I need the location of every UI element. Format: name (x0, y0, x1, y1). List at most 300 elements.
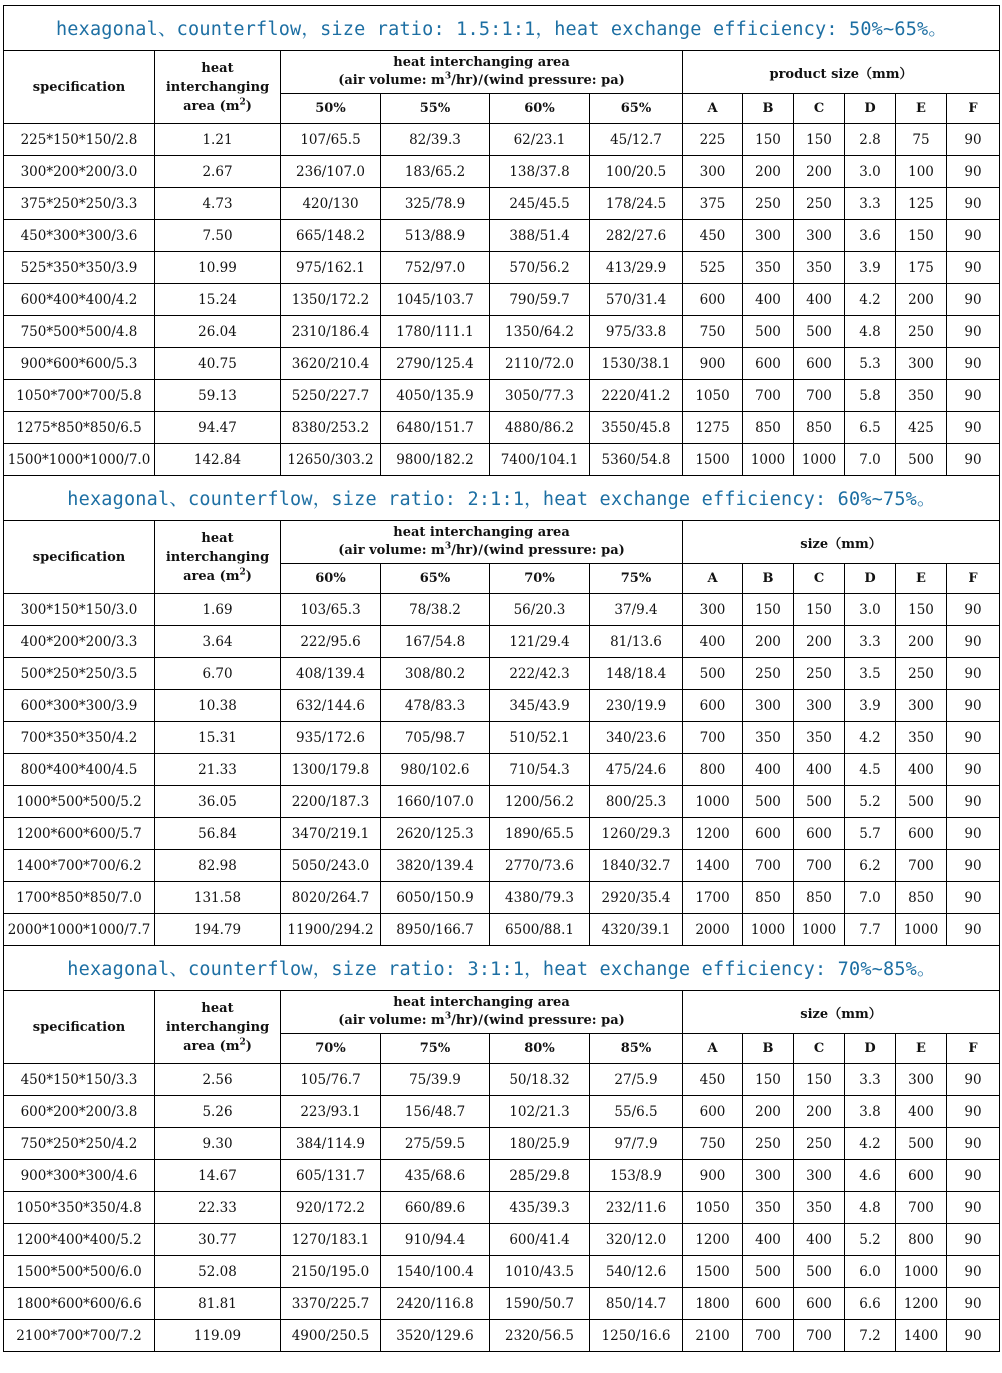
dimension-cell: 1200 (683, 818, 743, 850)
group-header-line2a: (air volume: m (338, 1013, 445, 1028)
heat-area-group-header (281, 51, 683, 94)
dimension-cell: 7.2 (845, 1320, 896, 1352)
dimension-cell: 450 (683, 1064, 743, 1096)
dimension-cell: 800 (683, 754, 743, 786)
airflow-cell: 232/11.6 (590, 1192, 683, 1224)
dimension-cell: 150 (794, 1064, 845, 1096)
efficiency-header: 65% (590, 94, 683, 124)
dimension-cell: 700 (896, 1192, 947, 1224)
dimension-cell: 500 (794, 316, 845, 348)
airflow-cell: 4050/135.9 (381, 380, 490, 412)
dimension-cell: 175 (896, 252, 947, 284)
dimension-cell: 90 (947, 914, 1000, 946)
dimension-cell: 3.6 (845, 220, 896, 252)
dimension-cell: 6.0 (845, 1256, 896, 1288)
dimension-cell: 300 (896, 348, 947, 380)
dimension-cell: 700 (743, 850, 794, 882)
airflow-cell: 3370/225.7 (281, 1288, 381, 1320)
dimension-cell: 1500 (683, 444, 743, 476)
area-cell: 194.79 (155, 914, 281, 946)
area-cell: 56.84 (155, 818, 281, 850)
dimension-cell: 90 (947, 722, 1000, 754)
airflow-cell: 345/43.9 (490, 690, 590, 722)
airflow-cell: 600/41.4 (490, 1224, 590, 1256)
table-row (4, 412, 1000, 444)
table-row (4, 1288, 1000, 1320)
dimension-cell: 600 (743, 818, 794, 850)
efficiency-header: 75% (381, 1034, 490, 1064)
area-cell: 82.98 (155, 850, 281, 882)
dimension-cell: 250 (743, 1128, 794, 1160)
airflow-cell: 800/25.3 (590, 786, 683, 818)
table-row (4, 284, 1000, 316)
airflow-cell: 153/8.9 (590, 1160, 683, 1192)
dimension-cell: 90 (947, 1064, 1000, 1096)
dimension-cell: 90 (947, 1256, 1000, 1288)
area-header-line2: interchanging (165, 79, 270, 95)
spec-cell: 375*250*250/3.3 (4, 188, 155, 220)
area-header-line1: heat (201, 1000, 234, 1016)
airflow-cell: 2320/56.5 (490, 1320, 590, 1352)
dimension-cell: 500 (794, 786, 845, 818)
dimension-cell: 200 (794, 1096, 845, 1128)
airflow-cell: 97/7.9 (590, 1128, 683, 1160)
airflow-cell: 605/131.7 (281, 1160, 381, 1192)
area-header-exponent: 2 (239, 567, 246, 578)
airflow-cell: 37/9.4 (590, 594, 683, 626)
spec-cell: 1200*600*600/5.7 (4, 818, 155, 850)
dimension-cell: 225 (683, 124, 743, 156)
airflow-cell: 282/27.6 (590, 220, 683, 252)
airflow-cell: 230/19.9 (590, 690, 683, 722)
airflow-cell: 81/13.6 (590, 626, 683, 658)
section-title: hexagonal、counterflow，size ratio: 2:1:1，heat exchange efficiency: 60%~75%。 (4, 476, 1000, 521)
area-cell: 40.75 (155, 348, 281, 380)
spec-cell: 600*300*300/3.9 (4, 690, 155, 722)
dimension-cell: 3.3 (845, 1064, 896, 1096)
group-header-line1: heat interchanging area (393, 995, 570, 1010)
table-row (4, 444, 1000, 476)
dimension-cell: 350 (794, 722, 845, 754)
spec-cell: 1050*700*700/5.8 (4, 380, 155, 412)
airflow-cell: 62/23.1 (490, 124, 590, 156)
table-row (4, 252, 1000, 284)
spec-cell: 450*150*150/3.3 (4, 1064, 155, 1096)
dimension-cell: 250 (743, 188, 794, 220)
airflow-cell: 920/172.2 (281, 1192, 381, 1224)
dimension-cell: 250 (794, 1128, 845, 1160)
airflow-cell: 850/14.7 (590, 1288, 683, 1320)
airflow-cell: 1590/50.7 (490, 1288, 590, 1320)
airflow-cell: 3620/210.4 (281, 348, 381, 380)
dimension-cell: 3.3 (845, 626, 896, 658)
spec-cell: 900*600*600/5.3 (4, 348, 155, 380)
area-header-line2: interchanging (165, 1019, 270, 1035)
efficiency-header: 85% (590, 1034, 683, 1064)
dimension-cell: 90 (947, 1320, 1000, 1352)
airflow-cell: 665/148.2 (281, 220, 381, 252)
spec-cell: 400*200*200/3.3 (4, 626, 155, 658)
dimension-cell: 400 (896, 754, 947, 786)
table-row (4, 626, 1000, 658)
dimension-cell: 90 (947, 284, 1000, 316)
dimension-cell: 200 (794, 626, 845, 658)
airflow-cell: 935/172.6 (281, 722, 381, 754)
dimension-cell: 700 (896, 850, 947, 882)
dimension-cell: 750 (683, 316, 743, 348)
dimension-cell: 90 (947, 786, 1000, 818)
dimension-cell: 1000 (743, 444, 794, 476)
table-row (4, 1128, 1000, 1160)
dimension-cell: 300 (794, 690, 845, 722)
group-header-exponent: 3 (444, 541, 452, 552)
dimension-cell: 4.2 (845, 284, 896, 316)
spec-cell: 750*250*250/4.2 (4, 1128, 155, 1160)
efficiency-header: 70% (281, 1034, 381, 1064)
spec-cell: 2100*700*700/7.2 (4, 1320, 155, 1352)
dimension-cell: 4.8 (845, 1192, 896, 1224)
table-row (4, 722, 1000, 754)
table-row (4, 690, 1000, 722)
dimension-cell: 350 (743, 1192, 794, 1224)
dimension-cell: 700 (794, 380, 845, 412)
airflow-cell: 975/162.1 (281, 252, 381, 284)
dimension-cell: 1000 (743, 914, 794, 946)
dimension-cell: 3.8 (845, 1096, 896, 1128)
airflow-cell: 1350/64.2 (490, 316, 590, 348)
dimension-cell: 350 (743, 252, 794, 284)
specification-header: specification (4, 991, 155, 1064)
spec-cell: 300*200*200/3.0 (4, 156, 155, 188)
dimension-cell: 600 (896, 818, 947, 850)
dimension-cell: 6.6 (845, 1288, 896, 1320)
airflow-cell: 7400/104.1 (490, 444, 590, 476)
dimension-cell: 200 (743, 156, 794, 188)
dimension-cell: 1200 (896, 1288, 947, 1320)
airflow-cell: 245/45.5 (490, 188, 590, 220)
dimension-cell: 250 (794, 188, 845, 220)
spec-cell: 1400*700*700/6.2 (4, 850, 155, 882)
dimension-cell: 150 (794, 124, 845, 156)
group-header-line2b: /hr)/(wind pressure: pa) (451, 73, 625, 88)
dimension-cell: 500 (683, 658, 743, 690)
airflow-cell: 2920/35.4 (590, 882, 683, 914)
dimension-cell: 1800 (683, 1288, 743, 1320)
section-title-row (4, 6, 1000, 51)
dimension-cell: 150 (896, 220, 947, 252)
dimension-cell: 700 (794, 850, 845, 882)
dimension-cell: 450 (683, 220, 743, 252)
spec-cell: 700*350*350/4.2 (4, 722, 155, 754)
dimension-header: E (896, 1034, 947, 1064)
spec-cell: 300*150*150/3.0 (4, 594, 155, 626)
airflow-cell: 100/20.5 (590, 156, 683, 188)
airflow-cell: 9800/182.2 (381, 444, 490, 476)
spec-cell: 225*150*150/2.8 (4, 124, 155, 156)
dimension-cell: 250 (896, 658, 947, 690)
dimension-cell: 100 (896, 156, 947, 188)
airflow-cell: 167/54.8 (381, 626, 490, 658)
dimension-cell: 150 (743, 124, 794, 156)
specification-header: specification (4, 521, 155, 594)
dimension-cell: 7.7 (845, 914, 896, 946)
area-cell: 1.69 (155, 594, 281, 626)
dimension-cell: 700 (683, 722, 743, 754)
airflow-cell: 156/48.7 (381, 1096, 490, 1128)
dimension-cell: 500 (743, 1256, 794, 1288)
airflow-cell: 4900/250.5 (281, 1320, 381, 1352)
area-cell: 1.21 (155, 124, 281, 156)
section-title: hexagonal、counterflow，size ratio: 1.5:1:1，heat exchange efficiency: 50%~65%。 (4, 6, 1000, 51)
spec-cell: 1000*500*500/5.2 (4, 786, 155, 818)
area-header-line1: heat (201, 530, 234, 546)
table-row (4, 1064, 1000, 1096)
airflow-cell: 1840/32.7 (590, 850, 683, 882)
efficiency-header: 55% (381, 94, 490, 124)
spec-cell: 1800*600*600/6.6 (4, 1288, 155, 1320)
dimension-cell: 350 (794, 1192, 845, 1224)
dimension-cell: 350 (743, 722, 794, 754)
dimension-cell: 200 (743, 626, 794, 658)
spec-cell: 600*200*200/3.8 (4, 1096, 155, 1128)
spec-cell: 1275*850*850/6.5 (4, 412, 155, 444)
airflow-cell: 1045/103.7 (381, 284, 490, 316)
dimension-cell: 4.2 (845, 722, 896, 754)
area-header (155, 521, 281, 594)
area-header-close: ) (245, 568, 252, 584)
dimension-cell: 6.2 (845, 850, 896, 882)
area-cell: 15.24 (155, 284, 281, 316)
airflow-cell: 148/18.4 (590, 658, 683, 690)
dimension-cell: 500 (794, 1256, 845, 1288)
dimension-cell: 90 (947, 220, 1000, 252)
airflow-cell: 45/12.7 (590, 124, 683, 156)
airflow-cell: 8380/253.2 (281, 412, 381, 444)
airflow-cell: 408/139.4 (281, 658, 381, 690)
area-cell: 30.77 (155, 1224, 281, 1256)
dimension-cell: 150 (896, 594, 947, 626)
dimension-cell: 90 (947, 380, 1000, 412)
dimension-cell: 400 (743, 1224, 794, 1256)
dimension-cell: 90 (947, 156, 1000, 188)
dimension-cell: 90 (947, 1288, 1000, 1320)
airflow-cell: 107/65.5 (281, 124, 381, 156)
dimension-cell: 300 (743, 1160, 794, 1192)
dimension-cell: 90 (947, 444, 1000, 476)
table-row (4, 348, 1000, 380)
efficiency-header: 75% (590, 564, 683, 594)
airflow-cell: 55/6.5 (590, 1096, 683, 1128)
spec-cell: 1200*400*400/5.2 (4, 1224, 155, 1256)
airflow-cell: 660/89.6 (381, 1192, 490, 1224)
efficiency-header: 60% (490, 94, 590, 124)
airflow-cell: 103/65.3 (281, 594, 381, 626)
airflow-cell: 710/54.3 (490, 754, 590, 786)
specification-header: specification (4, 51, 155, 124)
airflow-cell: 6500/88.1 (490, 914, 590, 946)
dimension-header: A (683, 564, 743, 594)
area-cell: 21.33 (155, 754, 281, 786)
dimension-cell: 3.5 (845, 658, 896, 690)
airflow-cell: 2790/125.4 (381, 348, 490, 380)
dimension-cell: 500 (743, 316, 794, 348)
airflow-cell: 275/59.5 (381, 1128, 490, 1160)
airflow-cell: 183/65.2 (381, 156, 490, 188)
airflow-cell: 78/38.2 (381, 594, 490, 626)
dimension-cell: 90 (947, 348, 1000, 380)
size-group-header: size（mm） (683, 991, 1000, 1034)
airflow-cell: 121/29.4 (490, 626, 590, 658)
dimension-cell: 1000 (683, 786, 743, 818)
dimension-cell: 1200 (683, 1224, 743, 1256)
airflow-cell: 1200/56.2 (490, 786, 590, 818)
area-cell: 59.13 (155, 380, 281, 412)
spec-cell: 750*500*500/4.8 (4, 316, 155, 348)
header-row (4, 51, 1000, 94)
dimension-cell: 250 (794, 658, 845, 690)
area-cell: 3.64 (155, 626, 281, 658)
airflow-cell: 8950/166.7 (381, 914, 490, 946)
airflow-cell: 3820/139.4 (381, 850, 490, 882)
dimension-cell: 850 (896, 882, 947, 914)
table-row (4, 1160, 1000, 1192)
dimension-cell: 500 (896, 786, 947, 818)
area-cell: 10.38 (155, 690, 281, 722)
dimension-cell: 750 (683, 1128, 743, 1160)
airflow-cell: 8020/264.7 (281, 882, 381, 914)
dimension-header: B (743, 94, 794, 124)
heat-area-group-header (281, 991, 683, 1034)
area-header-line3: area (m (183, 568, 240, 584)
table-row (4, 156, 1000, 188)
airflow-cell: 4880/86.2 (490, 412, 590, 444)
dimension-cell: 400 (896, 1096, 947, 1128)
size-group-header: product size（mm） (683, 51, 1000, 94)
dimension-cell: 600 (896, 1160, 947, 1192)
airflow-cell: 752/97.0 (381, 252, 490, 284)
dimension-cell: 3.0 (845, 156, 896, 188)
spec-cell: 600*400*400/4.2 (4, 284, 155, 316)
airflow-cell: 3520/129.6 (381, 1320, 490, 1352)
dimension-cell: 500 (896, 444, 947, 476)
spec-cell: 450*300*300/3.6 (4, 220, 155, 252)
airflow-cell: 2770/73.6 (490, 850, 590, 882)
airflow-cell: 1780/111.1 (381, 316, 490, 348)
airflow-cell: 790/59.7 (490, 284, 590, 316)
dimension-cell: 900 (683, 348, 743, 380)
dimension-cell: 2000 (683, 914, 743, 946)
airflow-cell: 2310/186.4 (281, 316, 381, 348)
dimension-cell: 6.5 (845, 412, 896, 444)
airflow-cell: 320/12.0 (590, 1224, 683, 1256)
airflow-cell: 138/37.8 (490, 156, 590, 188)
airflow-cell: 475/24.6 (590, 754, 683, 786)
dimension-cell: 300 (896, 1064, 947, 1096)
airflow-cell: 27/5.9 (590, 1064, 683, 1096)
spec-cell: 1500*1000*1000/7.0 (4, 444, 155, 476)
dimension-cell: 90 (947, 818, 1000, 850)
dimension-cell: 600 (743, 348, 794, 380)
dimension-cell: 300 (743, 690, 794, 722)
dimension-cell: 4.2 (845, 1128, 896, 1160)
dimension-cell: 150 (743, 1064, 794, 1096)
table-row (4, 316, 1000, 348)
dimension-cell: 90 (947, 658, 1000, 690)
dimension-cell: 1000 (896, 914, 947, 946)
airflow-cell: 56/20.3 (490, 594, 590, 626)
dimension-cell: 400 (794, 284, 845, 316)
table-row (4, 882, 1000, 914)
airflow-cell: 980/102.6 (381, 754, 490, 786)
airflow-cell: 222/42.3 (490, 658, 590, 690)
dimension-cell: 900 (683, 1160, 743, 1192)
dimension-header: F (947, 1034, 1000, 1064)
spec-cell: 1500*500*500/6.0 (4, 1256, 155, 1288)
airflow-cell: 236/107.0 (281, 156, 381, 188)
dimension-cell: 600 (794, 348, 845, 380)
dimension-cell: 1000 (794, 914, 845, 946)
area-cell: 7.50 (155, 220, 281, 252)
dimension-header: C (794, 94, 845, 124)
airflow-cell: 3050/77.3 (490, 380, 590, 412)
section-title: hexagonal、counterflow，size ratio: 3:1:1，heat exchange efficiency: 70%~85%。 (4, 946, 1000, 991)
section-title-row (4, 476, 1000, 521)
dimension-cell: 700 (794, 1320, 845, 1352)
dimension-cell: 350 (794, 252, 845, 284)
dimension-cell: 300 (794, 220, 845, 252)
dimension-cell: 90 (947, 124, 1000, 156)
dimension-cell: 1000 (896, 1256, 947, 1288)
dimension-cell: 75 (896, 124, 947, 156)
efficiency-header: 65% (381, 564, 490, 594)
dimension-cell: 90 (947, 850, 1000, 882)
airflow-cell: 413/29.9 (590, 252, 683, 284)
area-header-line3: area (m (183, 1038, 240, 1054)
dimension-cell: 3.9 (845, 252, 896, 284)
airflow-cell: 180/25.9 (490, 1128, 590, 1160)
dimension-cell: 250 (743, 658, 794, 690)
airflow-cell: 105/76.7 (281, 1064, 381, 1096)
dimension-header: C (794, 1034, 845, 1064)
airflow-cell: 75/39.9 (381, 1064, 490, 1096)
dimension-cell: 125 (896, 188, 947, 220)
airflow-cell: 388/51.4 (490, 220, 590, 252)
airflow-cell: 3470/219.1 (281, 818, 381, 850)
dimension-cell: 4.5 (845, 754, 896, 786)
table-row (4, 1192, 1000, 1224)
airflow-cell: 2420/116.8 (381, 1288, 490, 1320)
area-cell: 142.84 (155, 444, 281, 476)
area-header-close: ) (245, 1038, 252, 1054)
area-cell: 2.56 (155, 1064, 281, 1096)
area-header-close: ) (245, 98, 252, 114)
dimension-cell: 1000 (794, 444, 845, 476)
spec-cell: 525*350*350/3.9 (4, 252, 155, 284)
dimension-cell: 7.0 (845, 882, 896, 914)
area-cell: 52.08 (155, 1256, 281, 1288)
airflow-cell: 1250/16.6 (590, 1320, 683, 1352)
dimension-cell: 2.8 (845, 124, 896, 156)
table-row (4, 594, 1000, 626)
dimension-cell: 700 (743, 1320, 794, 1352)
dimension-cell: 200 (896, 626, 947, 658)
dimension-cell: 350 (896, 380, 947, 412)
dimension-cell: 850 (794, 412, 845, 444)
area-cell: 119.09 (155, 1320, 281, 1352)
airflow-cell: 102/21.3 (490, 1096, 590, 1128)
dimension-cell: 400 (794, 754, 845, 786)
table-row (4, 1096, 1000, 1128)
